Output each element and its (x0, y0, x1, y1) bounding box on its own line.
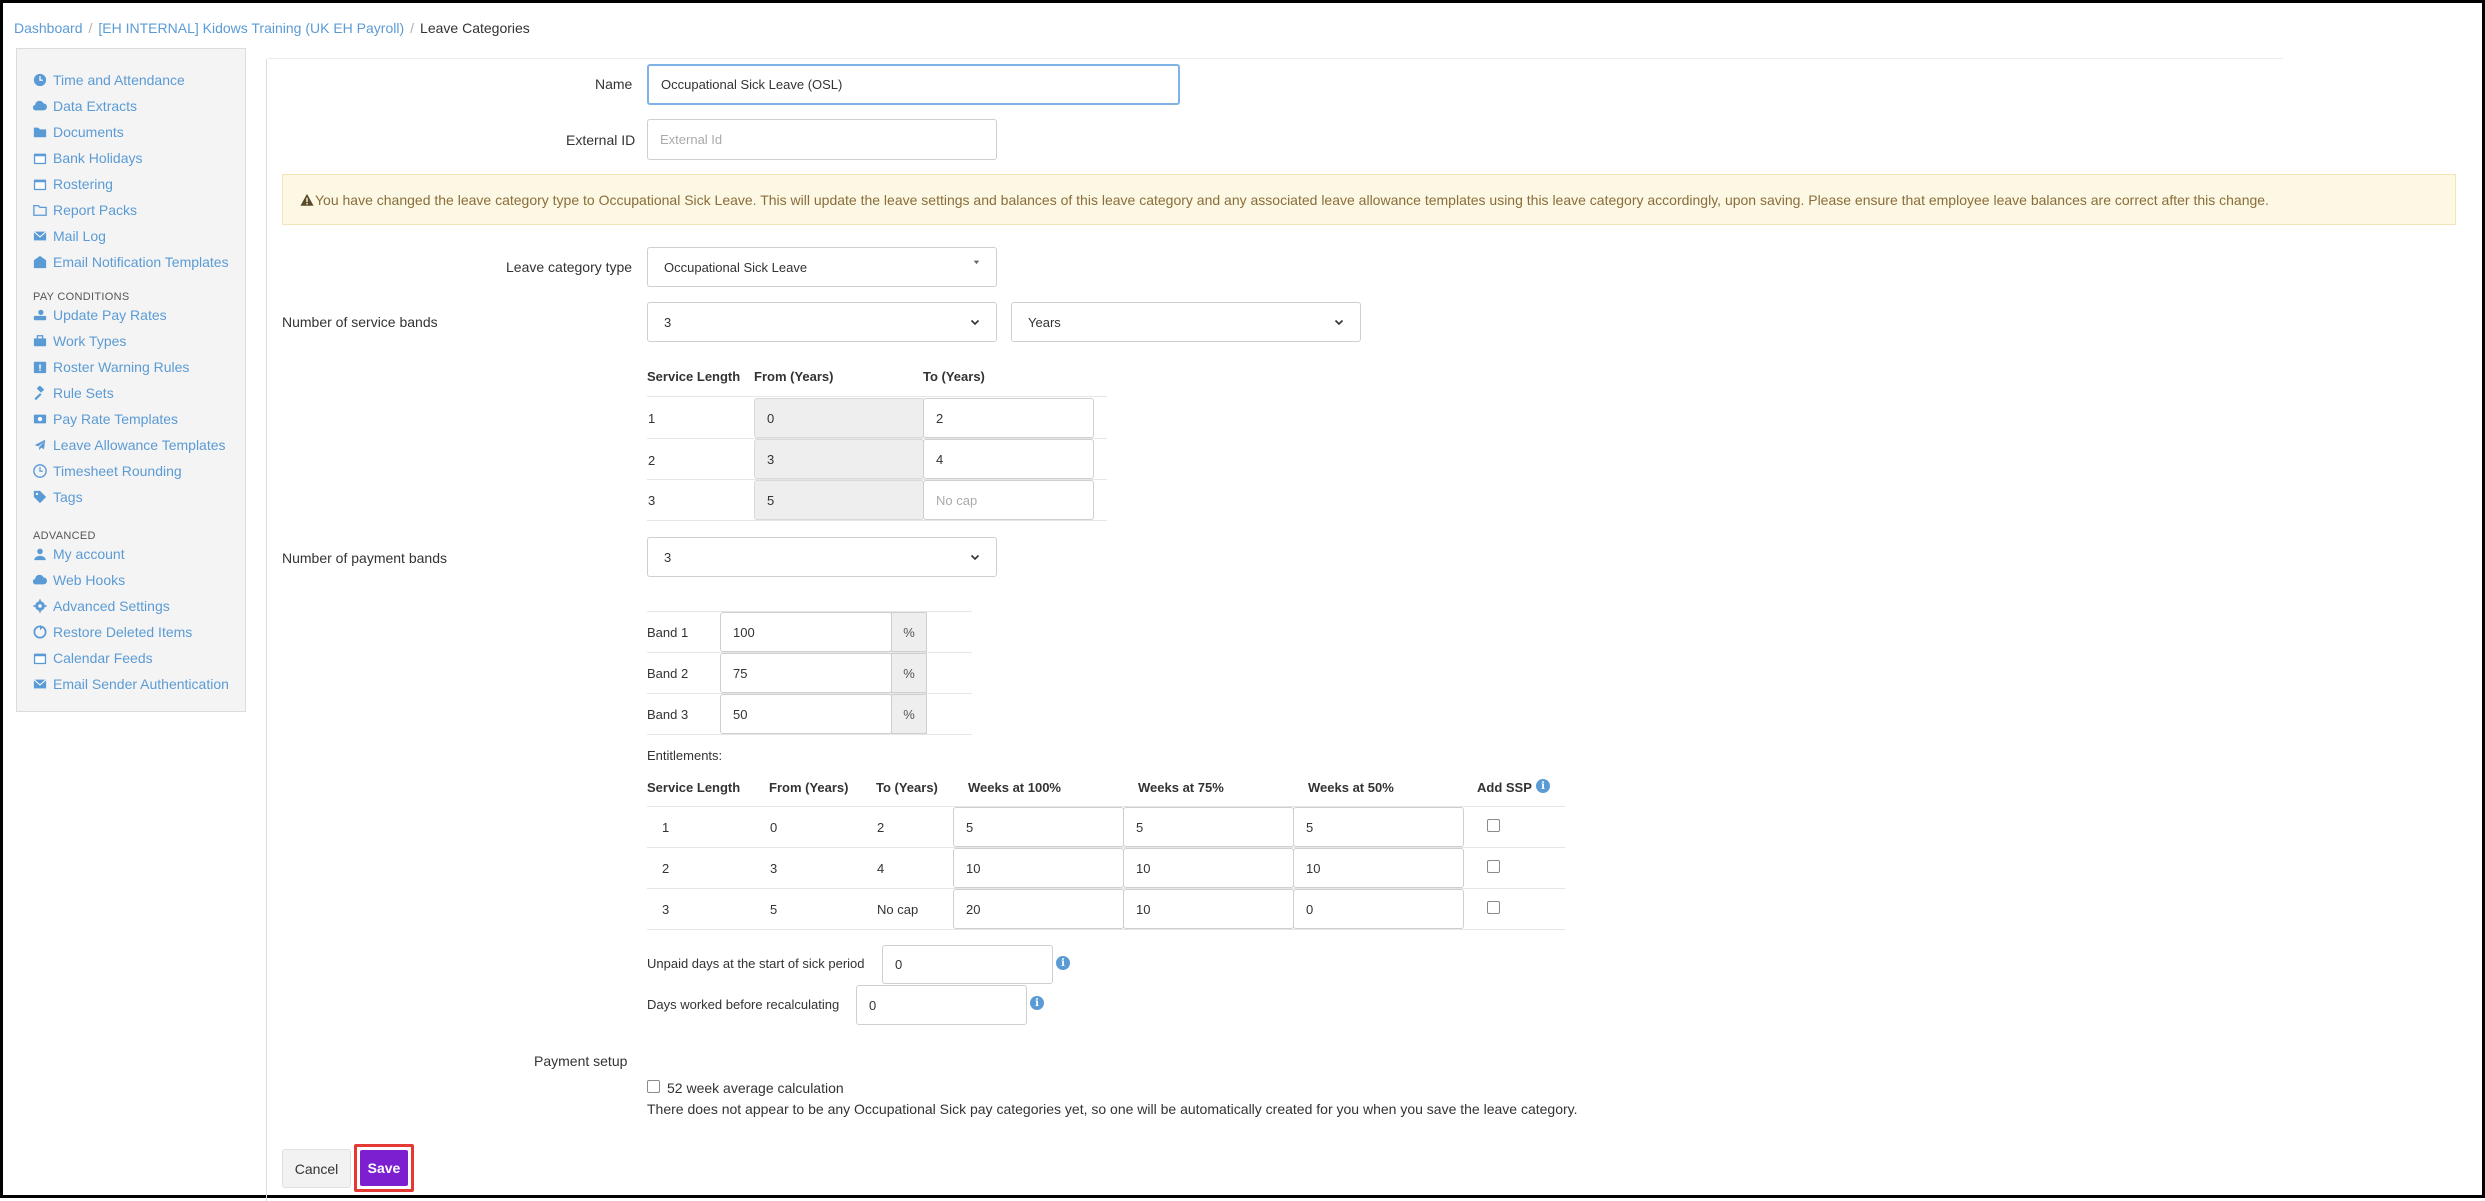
avg-calc-label: 52 week average calculation (667, 1080, 844, 1096)
table-divider (647, 396, 1107, 397)
sidebar-item-rule-sets[interactable]: Rule Sets (33, 385, 114, 401)
calendar-icon (33, 151, 47, 165)
band-label: Band 3 (647, 707, 689, 722)
folder-open-icon (33, 203, 47, 217)
cancel-button[interactable]: Cancel (282, 1149, 351, 1188)
ent-row-length: 3 (662, 902, 670, 917)
payment-setup-label: Payment setup (534, 1053, 628, 1069)
percent-addon: % (891, 612, 927, 652)
sidebar-item-mail-log[interactable]: Mail Log (33, 228, 106, 244)
weeks-50-input[interactable]: 10 (1293, 848, 1464, 888)
content-divider (266, 59, 267, 1201)
external-id-label: External ID (566, 132, 636, 148)
ent-row-from: 3 (770, 861, 778, 876)
gear-icon (33, 599, 47, 613)
add-ssp-checkbox[interactable] (1487, 819, 1500, 832)
band-percent-input[interactable]: 100 (720, 612, 892, 652)
entitlements-label: Entitlements: (647, 748, 723, 763)
recycle-icon (33, 625, 47, 639)
cloud-icon (33, 573, 47, 587)
service-row-length: 1 (648, 411, 656, 426)
service-row-length: 2 (648, 453, 656, 468)
info-icon[interactable]: i (1536, 779, 1550, 793)
ent-row-to: No cap (877, 902, 919, 917)
tag-icon (33, 490, 47, 504)
ent-header-w75: Weeks at 75% (1138, 780, 1224, 795)
calendar-icon (33, 651, 47, 665)
service-table-header-length: Service Length (647, 369, 741, 384)
breadcrumb-current: Leave Categories (420, 20, 530, 36)
payment-bands-label: Number of payment bands (282, 550, 447, 566)
sidebar-item-update-pay-rates[interactable]: Update Pay Rates (33, 307, 167, 323)
sidebar-item-email-notification-templates[interactable]: Email Notification Templates (33, 254, 229, 270)
sidebar-item-roster-warning-rules[interactable]: Roster Warning Rules (33, 359, 189, 375)
sidebar-item-rostering[interactable]: Rostering (33, 176, 113, 192)
ent-row-length: 1 (662, 820, 670, 835)
service-unit-select[interactable]: Years (1011, 302, 1361, 342)
folder-icon (33, 125, 47, 139)
ent-row-length: 2 (662, 861, 670, 876)
breadcrumb (14, 20, 530, 36)
users-icon (33, 547, 47, 561)
plane-icon (33, 438, 47, 452)
sidebar-section-advanced: ADVANCED (33, 530, 96, 542)
save-button[interactable]: Save (360, 1150, 408, 1186)
sidebar-item-data-extracts[interactable]: Data Extracts (33, 98, 137, 114)
sidebar-item-pay-rate-templates[interactable]: Pay Rate Templates (33, 411, 178, 427)
envelope-icon (33, 677, 47, 691)
chevron-down-icon (970, 552, 980, 562)
save-button-highlight (354, 1144, 414, 1192)
days-worked-input[interactable]: 0 (856, 985, 1027, 1025)
breadcrumb-separator: / (410, 20, 415, 36)
leave-type-change-alert: You have changed the leave category type to Occupational Sick Leave. This will update the leave settings and balances of this leave category and any associated leave allowance templates using this leave category accordingly, upon saving. Please ensure that employee leave balances are correct after this change. (282, 174, 2456, 225)
clock-icon (33, 73, 47, 87)
percent-addon: % (891, 694, 927, 734)
band-label: Band 2 (647, 666, 689, 681)
service-table-header-from: From (Years) (754, 369, 834, 384)
money-hand-icon (33, 308, 47, 322)
add-ssp-checkbox[interactable] (1487, 901, 1500, 914)
band-percent-input[interactable]: 50 (720, 694, 892, 734)
warning-calendar-icon (33, 360, 47, 374)
sidebar-item-email-sender-authentication[interactable]: Email Sender Authentication (33, 676, 229, 692)
sidebar (16, 48, 246, 712)
ent-row-to: 4 (877, 861, 885, 876)
service-from-field: 0 (754, 398, 924, 438)
payment-bands-select[interactable]: 3 (647, 537, 997, 577)
ent-header-from: From (Years) (769, 780, 849, 795)
service-to-field[interactable]: No cap (923, 480, 1094, 520)
service-table-header-to: To (Years) (923, 369, 985, 384)
service-from-field: 5 (754, 480, 924, 520)
breadcrumb-separator: / (88, 20, 93, 36)
chevron-down-icon (1334, 317, 1344, 327)
band-percent-input[interactable]: 75 (720, 653, 892, 693)
info-icon[interactable]: i (1056, 956, 1070, 970)
sidebar-item-restore-deleted-items[interactable]: Restore Deleted Items (33, 624, 192, 640)
clock-icon (33, 464, 47, 478)
sidebar-item-timesheet-rounding[interactable]: Timesheet Rounding (33, 463, 182, 479)
envelope-icon (33, 229, 47, 243)
ent-row-to: 2 (877, 820, 885, 835)
chevron-down-icon (970, 317, 980, 327)
breadcrumb-business-link[interactable]: [EH INTERNAL] Kidows Training (UK EH Payroll) (98, 20, 405, 36)
cloud-download-icon (33, 99, 47, 113)
name-label: Name (595, 76, 633, 92)
sidebar-item-leave-allowance-templates[interactable]: Leave Allowance Templates (33, 437, 226, 453)
sidebar-item-web-hooks[interactable]: Web Hooks (33, 572, 125, 588)
sidebar-item-calendar-feeds[interactable]: Calendar Feeds (33, 650, 153, 666)
service-row-length: 3 (648, 493, 656, 508)
unpaid-days-input[interactable]: 0 (882, 945, 1053, 984)
service-to-field[interactable]: 4 (923, 439, 1094, 479)
info-icon[interactable]: i (1030, 996, 1044, 1010)
service-bands-select[interactable]: 3 (647, 302, 997, 342)
unpaid-days-label: Unpaid days at the start of sick period (647, 956, 865, 971)
service-bands-label: Number of service bands (282, 314, 438, 330)
weeks-100-input[interactable]: 20 (953, 889, 1124, 929)
briefcase-icon (33, 334, 47, 348)
external-id-input[interactable]: External Id (647, 119, 997, 160)
percent-addon: % (891, 653, 927, 693)
weeks-100-input[interactable]: 5 (953, 807, 1124, 847)
sidebar-item-tags[interactable]: Tags (33, 489, 83, 505)
weeks-50-input[interactable]: 5 (1293, 807, 1464, 847)
weeks-100-input[interactable]: 10 (953, 848, 1124, 888)
ent-header-ssp: Add SSP (1477, 780, 1532, 795)
weeks-75-input[interactable]: 10 (1123, 848, 1294, 888)
avg-calc-checkbox[interactable] (647, 1080, 660, 1093)
sidebar-item-report-packs[interactable]: Report Packs (33, 202, 137, 218)
service-from-field: 3 (754, 439, 924, 479)
payment-note: There does not appear to be any Occupational Sick pay categories yet, so one will be automatically created for you when you save the leave category. (647, 1101, 1578, 1117)
service-to-field[interactable]: 2 (923, 398, 1094, 438)
ent-header-w50: Weeks at 50% (1308, 780, 1394, 795)
sidebar-item-documents[interactable]: Documents (33, 124, 124, 140)
weeks-75-input[interactable]: 5 (1123, 807, 1294, 847)
sidebar-item-time-and-attendance[interactable]: Time and Attendance (33, 72, 185, 88)
ent-header-length: Service Length (647, 780, 741, 795)
leave-type-label: Leave category type (506, 259, 633, 275)
calendar-icon (33, 177, 47, 191)
ent-header-w100: Weeks at 100% (968, 780, 1061, 795)
ent-row-from: 5 (770, 902, 778, 917)
days-worked-label: Days worked before recalculating (647, 997, 840, 1012)
weeks-50-input[interactable]: 0 (1293, 889, 1464, 929)
caret-down-icon (973, 257, 980, 267)
sidebar-section-pay-conditions: PAY CONDITIONS (33, 291, 130, 303)
table-divider (647, 929, 1565, 930)
sidebar-item-my-account[interactable]: My account (33, 546, 125, 562)
sidebar-item-work-types[interactable]: Work Types (33, 333, 126, 349)
envelope-open-icon (33, 255, 47, 269)
leave-type-select[interactable]: Occupational Sick Leave (647, 247, 997, 287)
sidebar-item-advanced-settings[interactable]: Advanced Settings (33, 598, 170, 614)
add-ssp-checkbox[interactable] (1487, 860, 1500, 873)
table-divider (647, 520, 1107, 521)
weeks-75-input[interactable]: 10 (1123, 889, 1294, 929)
money-icon (33, 412, 47, 426)
breadcrumb-dashboard-link[interactable]: Dashboard (14, 20, 83, 36)
warning-icon (300, 193, 314, 207)
gavel-icon (33, 386, 47, 400)
sidebar-item-bank-holidays[interactable]: Bank Holidays (33, 150, 143, 166)
table-divider (647, 734, 972, 735)
ent-row-from: 0 (770, 820, 778, 835)
band-label: Band 1 (647, 625, 689, 640)
ent-header-to: To (Years) (876, 780, 938, 795)
header-divider (268, 58, 2283, 59)
name-input[interactable]: Occupational Sick Leave (OSL) (647, 64, 1180, 105)
